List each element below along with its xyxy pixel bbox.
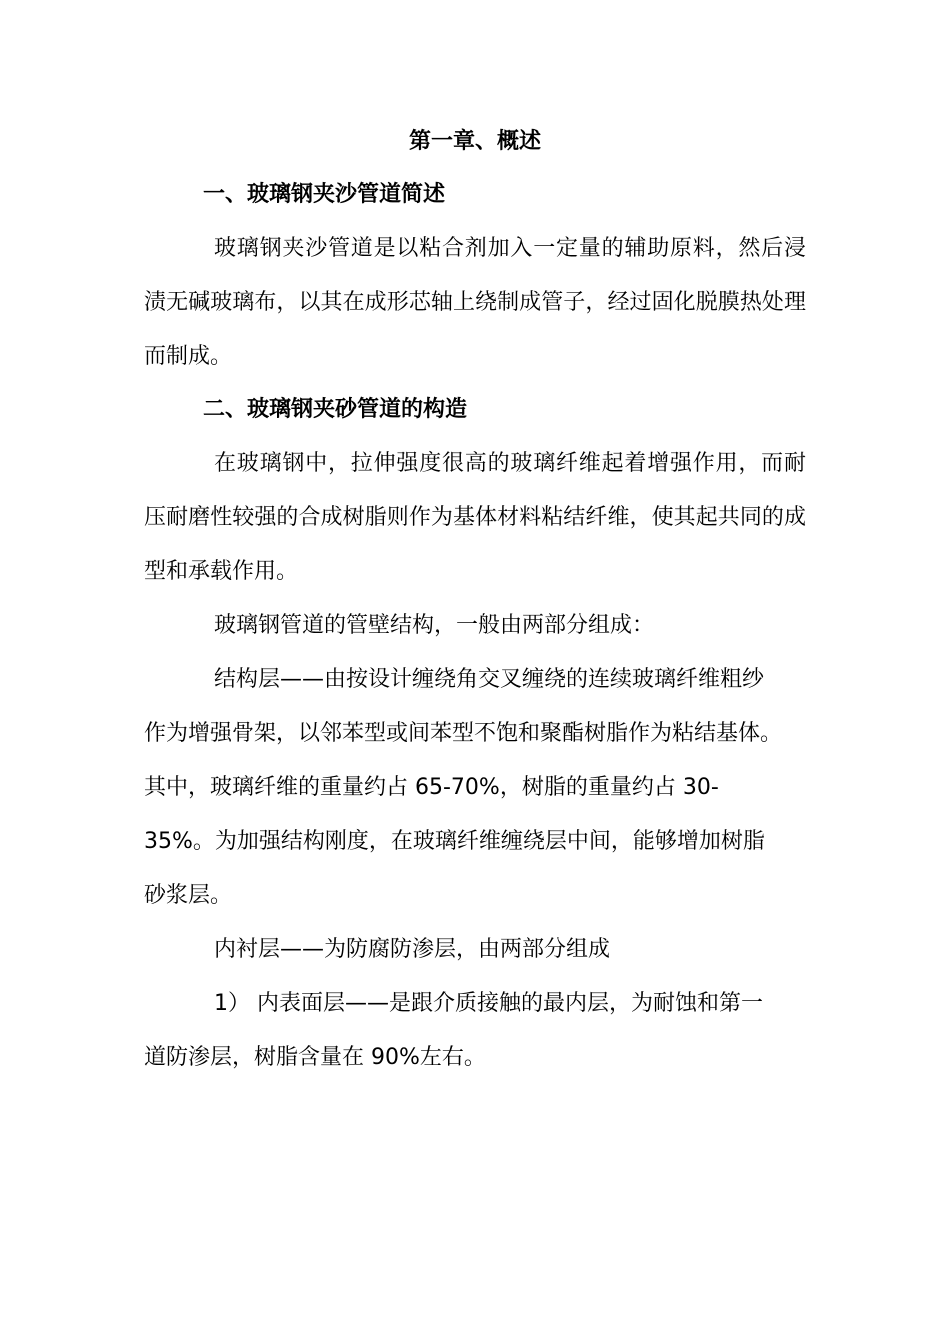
text-line: 道防渗层，树脂含量在 90%左右。 (144, 1045, 486, 1070)
paragraph: 玻璃钢管道的管壁结构，一般由两部分组成： (214, 613, 655, 638)
structure-layer-paragraph (144, 653, 844, 923)
paragraph: 玻璃钢夹沙管道是以粘合剂加入一定量的辅助原料，然后浸渍无碱玻璃布，以其在成形芯轴上绕制成管子，经过固化脱膜热处理而制成。 (144, 236, 806, 369)
text-line: 35%。为加强结构刚度，在玻璃纤维缠绕层中间，能够增加树脂 (144, 829, 765, 854)
text-line: 砂浆层。 (144, 883, 233, 908)
section-1-body (144, 222, 806, 384)
text-line: 结构层——由按设计缠绕角交叉缠绕的连续玻璃纤维粗纱 (214, 667, 765, 692)
text-line: 1） 内表面层——是跟介质接触的最内层，为耐蚀和第一 (214, 991, 763, 1016)
lining-layer-paragraph (144, 923, 844, 1085)
text-line: 作为增强骨架，以邻苯型或间苯型不饱和聚酯树脂作为粘结基体。 (144, 721, 783, 746)
section-heading-1: 一、玻璃钢夹沙管道简述 (203, 182, 446, 207)
chapter-title: 第一章、概述 (408, 129, 541, 154)
text-line: 内衬层——为防腐防渗层，由两部分组成 (214, 937, 611, 962)
paragraph: 在玻璃钢中，拉伸强度很高的玻璃纤维起着增强作用，而耐压耐磨性较强的合成树脂则作为基体材料粘结纤维，使其起共同的成型和承载作用。 (144, 451, 806, 584)
text-line: 其中，玻璃纤维的重量约占 65-70%，树脂的重量约占 30- (144, 775, 719, 800)
section-2-body (144, 437, 806, 653)
section-heading-2: 二、玻璃钢夹砂管道的构造 (203, 397, 468, 422)
